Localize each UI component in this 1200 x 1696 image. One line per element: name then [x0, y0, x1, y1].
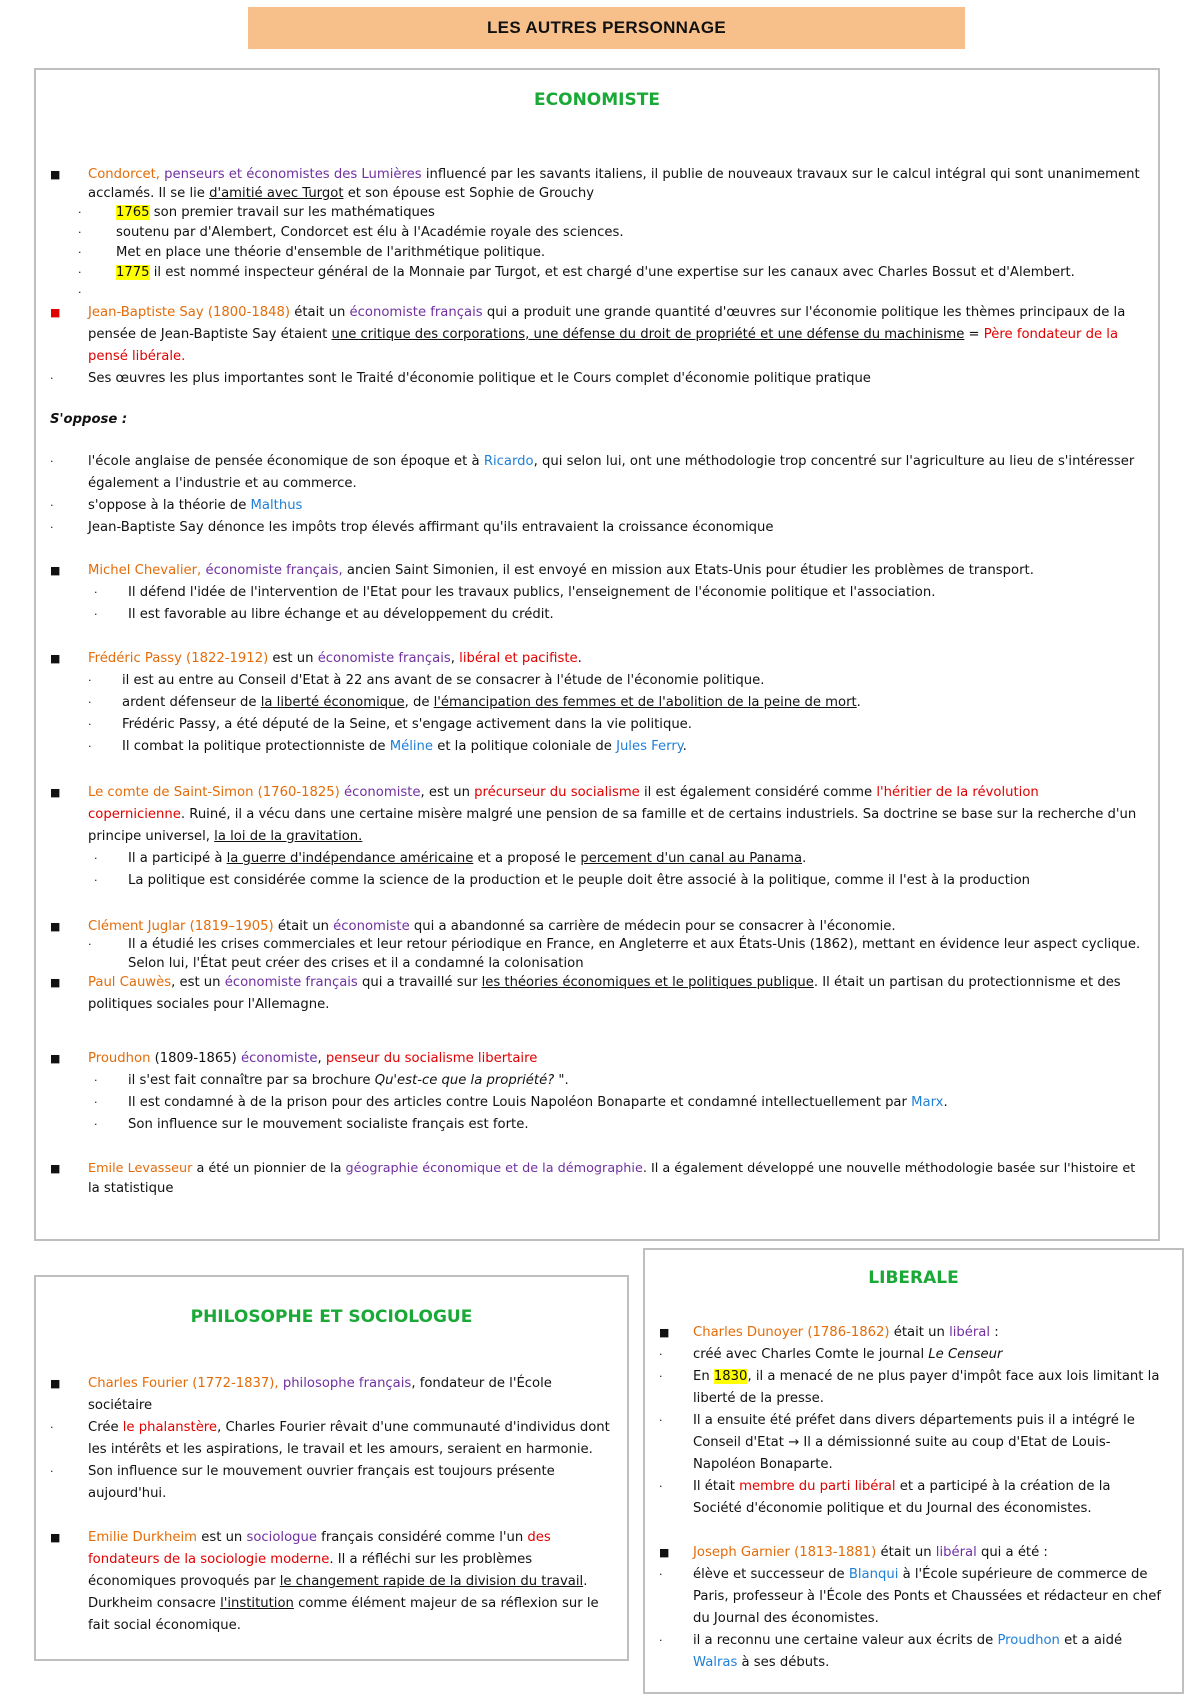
underlined-text: d'amitié avec Turgot	[209, 186, 344, 201]
text: ".	[554, 1073, 569, 1088]
text-line	[88, 829, 362, 845]
text: ,	[317, 1051, 326, 1066]
text-line: Conseil d'Etat → Il a démissionné suite au coup d'Etat de Louis-	[693, 1435, 1111, 1450]
text-line: aujourd'hui.	[88, 1486, 167, 1501]
text: Crée	[88, 1420, 123, 1435]
liberale-section	[643, 1248, 1184, 1694]
text: . Il était un partisan du protectionnisme et des	[813, 975, 1121, 990]
entry-garnier	[693, 1545, 1048, 1561]
entry-fourier	[88, 1376, 552, 1392]
linked-name: Malthus	[250, 498, 303, 513]
text-line: Il a ensuite été préfet dans divers départements puis il a intégré le	[693, 1413, 1135, 1428]
dot-bullet-icon: ·	[78, 226, 82, 239]
text-line	[693, 1567, 1147, 1583]
square-bullet-icon: ■	[50, 306, 61, 319]
text-line: Ses œuvres les plus importantes sont le Traité d'économie politique et le Cours complet d'économie politique pratique	[88, 371, 871, 386]
text: , fondateur de l'École	[411, 1376, 552, 1391]
text: qui a produit une grande quantité d'œuvres sur l'économie politique les thèmes principaux de la	[482, 305, 1126, 320]
underlined-text: le changement rapide de la division du travail	[279, 1574, 584, 1589]
text: pensée de Jean-Baptiste Say étaient	[88, 327, 332, 342]
text-line: Selon lui, l'État peut créer des crises et il a condamné la colonisation	[128, 956, 584, 971]
square-bullet-icon: ■	[50, 1531, 61, 1544]
person-name: Frédéric Passy (1822-1912)	[88, 651, 269, 666]
text-line	[693, 1347, 1002, 1363]
text-line	[88, 498, 302, 514]
text-line: les intérêts et les aspirations, le travail et les amours, seraient en harmonie.	[88, 1442, 593, 1457]
linked-name: Méline	[389, 739, 434, 754]
person-name: Clément Juglar (1819–1905)	[88, 919, 274, 934]
person-name: Emilie Durkheim	[88, 1530, 198, 1545]
text: son premier travail sur les mathématiques	[149, 205, 435, 220]
philosophe-section	[34, 1275, 629, 1661]
text-line	[88, 327, 1118, 343]
text: Il combat la politique protectionniste de	[122, 739, 390, 754]
text-line: Il est favorable au libre échange et au développement du crédit.	[128, 607, 554, 622]
dot-bullet-icon: ·	[50, 1465, 54, 1478]
text: Il est condamné à de la prison pour des articles contre Louis Napoléon Bonaparte et condamné intellectuellement par	[128, 1095, 912, 1110]
dot-bullet-icon: ·	[94, 608, 98, 621]
entry-saint-simon	[88, 785, 1039, 801]
text-line	[693, 1633, 1122, 1649]
text-line	[88, 1596, 599, 1612]
text-line: Frédéric Passy, a été député de la Seine, et s'engage activement dans la vie politique.	[122, 717, 692, 732]
dot-bullet-icon: ·	[50, 521, 54, 534]
entry-durkheim	[88, 1530, 551, 1546]
emphasis-text: Père fondateur de la	[983, 327, 1119, 342]
text-line: Jean-Baptiste Say dénonce les impôts trop élevés affirmant qu'ils entravaient la croissance économique	[88, 520, 774, 535]
text-line	[116, 265, 1075, 281]
dot-bullet-icon: ·	[659, 1634, 663, 1647]
text: et a proposé le	[473, 851, 581, 866]
person-name: Michel Chevalier,	[88, 563, 202, 578]
person-role: géographie économique et de la démographie	[345, 1161, 643, 1176]
entry-dunoyer	[693, 1325, 999, 1341]
person-name: Emile Levasseur	[88, 1161, 193, 1176]
highlighted-year: 1765	[116, 205, 150, 220]
text: créé avec Charles Comte le journal	[693, 1347, 929, 1362]
text: qui a abandonné sa carrière de médecin pour se consacrer à l'économie.	[409, 919, 896, 934]
text-line	[122, 739, 687, 755]
dot-bullet-icon: ·	[88, 938, 92, 951]
square-bullet-icon: ■	[50, 1162, 61, 1175]
text-line: Met en place une théorie d'ensemble de l'arithmétique politique.	[116, 245, 546, 260]
emphasis-text: membre du parti libéral	[739, 1479, 896, 1494]
highlighted-year: 1830	[713, 1369, 748, 1384]
square-bullet-icon: ■	[50, 920, 61, 933]
dot-bullet-icon: ·	[94, 874, 98, 887]
linked-name: Proudhon	[997, 1633, 1060, 1648]
text-line: du Journal des économistes.	[693, 1611, 879, 1626]
text: .	[583, 1574, 588, 1589]
text: était un	[273, 919, 334, 934]
text-line: également a l'industrie et au commerce.	[88, 476, 357, 491]
text: , il a menacé de ne plus payer d'impôt face aux lois limitant la	[747, 1369, 1160, 1384]
emphasis-text: copernicienne	[88, 807, 181, 822]
text-line	[88, 186, 594, 202]
linked-name: Blanqui	[848, 1567, 899, 1582]
text: économiques provoqués par	[88, 1574, 280, 1589]
entry-proudhon	[88, 1051, 537, 1067]
text-line	[693, 1479, 1110, 1495]
dot-bullet-icon: ·	[50, 1421, 54, 1434]
dot-bullet-icon: ·	[50, 455, 54, 468]
person-role: économiste	[339, 785, 421, 800]
underlined-text: une critique des corporations, une défense du droit de propriété et une défense du machinisme	[331, 327, 965, 342]
text: .	[802, 851, 807, 866]
text: En	[693, 1369, 714, 1384]
underlined-text: les théories économiques et le politiques publique	[481, 975, 814, 990]
emphasis-text: précurseur du socialisme	[474, 785, 640, 800]
text-line	[122, 695, 861, 711]
text-line: sociétaire	[88, 1398, 153, 1413]
square-bullet-icon: ■	[50, 168, 61, 181]
text: et son épouse est Sophie de Grouchy	[343, 186, 595, 201]
text: Il était	[693, 1479, 740, 1494]
text: était un	[290, 305, 350, 320]
dot-bullet-icon: ·	[78, 246, 82, 259]
linked-name: Ricardo	[483, 454, 534, 469]
square-bullet-icon: ■	[50, 564, 61, 577]
person-role: libéral	[935, 1545, 977, 1560]
emphasis-text: libéral et pacifiste	[459, 651, 578, 666]
person-role: économiste français,	[205, 563, 343, 578]
square-bullet-icon: ■	[50, 652, 61, 665]
person-name: Charles Dunoyer (1786-1862)	[693, 1325, 890, 1340]
linked-name: Marx	[911, 1095, 944, 1110]
person-name: Paul Cauwès	[88, 975, 172, 990]
underlined-text: l'institution	[220, 1596, 294, 1611]
underlined-text: la loi de la gravitation.	[214, 829, 363, 844]
text: s'oppose à la théorie de	[88, 498, 251, 513]
square-bullet-icon: ■	[50, 976, 61, 989]
section-title-economiste: ECONOMISTE	[534, 90, 660, 110]
square-bullet-icon: ■	[50, 1052, 61, 1065]
italic-title: Le Censeur	[928, 1347, 1003, 1362]
underlined-text: la guerre d'indépendance américaine	[226, 851, 474, 866]
text: . Ruiné, il a vécu dans une certaine misère malgré une pension de sa famille et de certains industriels. Sa doctrine se base sur la recherche d'un	[180, 807, 1137, 822]
text: il s'est fait connaître par sa brochure	[128, 1073, 375, 1088]
text-line	[128, 1095, 948, 1111]
text-line	[693, 1655, 829, 1671]
text: (1809-1865)	[150, 1051, 241, 1066]
dot-bullet-icon: ·	[78, 206, 82, 219]
square-bullet-icon: ■	[659, 1546, 670, 1559]
linked-name: Walras	[693, 1655, 738, 1670]
section-title-philosophe: PHILOSOPHE ET SOCIOLOGUE	[190, 1307, 473, 1327]
dot-bullet-icon: ·	[78, 266, 82, 279]
text: .	[856, 695, 861, 710]
emphasis-text: fondateurs de la sociologie moderne	[88, 1552, 330, 1567]
person-role: économiste	[333, 919, 410, 934]
emphasis-text: l'héritier de la révolution	[876, 785, 1039, 800]
person-name: Joseph Garnier (1813-1881)	[693, 1545, 877, 1560]
person-role: économiste français	[349, 305, 483, 320]
dot-bullet-icon: ·	[94, 586, 98, 599]
text: ancien Saint Simonien, il est envoyé en mission aux Etats-Unis pour étudier les problèmes de transport.	[342, 563, 1034, 578]
text-line	[693, 1369, 1159, 1385]
dot-bullet-icon: ·	[659, 1348, 663, 1361]
underlined-text: la liberté économique	[260, 695, 405, 710]
linked-name: Jules Ferry	[616, 739, 683, 754]
emphasis-text: pensé libérale.	[88, 349, 186, 364]
emphasis-text: penseur du socialisme libertaire	[325, 1051, 538, 1066]
dot-bullet-icon: ·	[88, 696, 92, 709]
section-title-liberale: LIBERALE	[868, 1268, 959, 1288]
square-bullet-icon: ■	[50, 786, 61, 799]
person-name: Le comte de Saint-Simon (1760-1825)	[88, 785, 340, 800]
person-role: libéral	[949, 1325, 991, 1340]
dot-bullet-icon: ·	[88, 674, 92, 687]
text-line: liberté de la presse.	[693, 1391, 824, 1406]
person-name: Jean-Baptiste Say (1800-1848)	[88, 305, 291, 320]
text: , Charles Fourier rêvait d'une communauté d'individus dont	[217, 1420, 610, 1435]
person-name: Condorcet,	[88, 167, 160, 182]
text-line	[128, 1073, 569, 1089]
text: a été un pionnier de la	[192, 1161, 346, 1176]
text-line	[88, 454, 1134, 470]
text: influencé par les savants italiens, il publie de nouveaux travaux sur le calcul intégral qui sont unanimement	[421, 167, 1140, 182]
text-line: La politique est considérée comme la science de la production et le peuple doit être associé à la politique, comme il l'est à la production	[128, 873, 1030, 888]
entry-juglar	[88, 919, 896, 935]
text-line: la statistique	[88, 1181, 174, 1196]
text-line	[88, 1552, 532, 1568]
entry-cauwes	[88, 975, 1121, 991]
text: ,	[450, 651, 460, 666]
entry-condorcet	[88, 167, 1140, 183]
text: l'école anglaise de pensée économique de son époque et à	[88, 454, 484, 469]
text-line: Il défend l'idée de l'intervention de l'Etat pour les travaux publics, l'enseignement de l'économie politique et l'association.	[128, 585, 936, 600]
dot-bullet-icon: ·	[94, 1096, 98, 1109]
square-bullet-icon: ■	[659, 1326, 670, 1339]
text-line: fait social économique.	[88, 1618, 241, 1633]
person-role: sociologue	[246, 1530, 317, 1545]
text: qui a travaillé sur	[357, 975, 482, 990]
dot-bullet-icon: ·	[78, 286, 82, 299]
text: ardent défenseur de	[122, 695, 261, 710]
emphasis-text: des	[527, 1530, 551, 1545]
text-line: Paris, professeur à l'École des Ponts et Chaussées et rédacteur en chef	[693, 1589, 1162, 1604]
subheading-oppose: S'oppose :	[50, 412, 128, 427]
text-line: Société d'économie politique et du Journal des économistes.	[693, 1501, 1092, 1516]
text: , qui selon lui, ont une méthodologie trop concentré sur l'agriculture au lieu de s'intéresser	[533, 454, 1135, 469]
dot-bullet-icon: ·	[50, 372, 54, 385]
entry-passy	[88, 651, 582, 667]
text: il a reconnu une certaine valeur aux écrits de	[693, 1633, 998, 1648]
text: à ses débuts.	[737, 1655, 830, 1670]
text-line	[88, 1420, 610, 1436]
text: . Il a également développé une nouvelle méthodologie basée sur l'histoire et	[642, 1161, 1136, 1176]
text: comme élément majeur de sa réflexion sur le	[293, 1596, 599, 1611]
text: :	[990, 1325, 999, 1340]
text: , est un	[420, 785, 475, 800]
person-name: Proudhon	[88, 1051, 151, 1066]
text-line: Napoléon Bonaparte.	[693, 1457, 833, 1472]
text: est un	[197, 1530, 247, 1545]
text: , de	[404, 695, 434, 710]
text: qui a été :	[976, 1545, 1048, 1560]
entry-levasseur	[88, 1161, 1135, 1177]
dot-bullet-icon: ·	[94, 1118, 98, 1131]
text: .	[577, 651, 582, 666]
person-role: philosophe français	[278, 1376, 412, 1391]
text: et la politique coloniale de	[433, 739, 617, 754]
italic-title: Qu'est-ce que la propriété?	[374, 1073, 555, 1088]
entry-chevalier	[88, 563, 1034, 579]
text: est un	[268, 651, 318, 666]
dot-bullet-icon: ·	[88, 740, 92, 753]
text-line: soutenu par d'Alembert, Condorcet est élu à l'Académie royale des sciences.	[116, 225, 624, 240]
text: Durkheim consacre	[88, 1596, 221, 1611]
text-line: Son influence sur le mouvement ouvrier français est toujours présente	[88, 1464, 555, 1479]
text: .	[943, 1095, 948, 1110]
text-line	[88, 1574, 587, 1590]
text: , est un	[171, 975, 225, 990]
entry-say	[88, 305, 1125, 321]
dot-bullet-icon: ·	[88, 718, 92, 731]
underlined-text: percement d'un canal au Panama	[580, 851, 803, 866]
text: français considéré comme l'un	[316, 1530, 528, 1545]
dot-bullet-icon: ·	[659, 1480, 663, 1493]
dot-bullet-icon: ·	[659, 1568, 663, 1581]
dot-bullet-icon: ·	[659, 1414, 663, 1427]
text: il est nommé inspecteur général de la Monnaie par Turgot, et est chargé d'une expertise sur les canaux avec Charles Bossut et d'Alembert.	[149, 265, 1075, 280]
dot-bullet-icon: ·	[94, 852, 98, 865]
text: était un	[889, 1325, 950, 1340]
person-role: économiste français	[224, 975, 358, 990]
underlined-text: l'émancipation des femmes et de l'abolition de la peine de mort	[433, 695, 857, 710]
economiste-section	[34, 68, 1160, 1241]
square-bullet-icon: ■	[50, 1377, 61, 1390]
dot-bullet-icon: ·	[50, 499, 54, 512]
text: il est également considéré comme	[639, 785, 877, 800]
person-role: économiste	[241, 1051, 318, 1066]
text: à l'École supérieure de commerce de	[898, 1567, 1148, 1582]
text: =	[964, 327, 984, 342]
text-line	[88, 807, 1136, 823]
text: et a aidé	[1059, 1633, 1123, 1648]
text-line: Son influence sur le mouvement socialiste français est forte.	[128, 1117, 529, 1132]
text-line: Il a étudié les crises commerciales et leur retour périodique en France, en Angleterre et aux États-Unis (1862), mettant en évidence leur aspect cyclique.	[128, 937, 1141, 952]
person-role: économiste français	[317, 651, 451, 666]
text: .	[682, 739, 687, 754]
text-line: il est au entre au Conseil d'Etat à 22 ans avant de se consacrer à l'étude de l'économie politique.	[122, 673, 765, 688]
page-title: LES AUTRES PERSONNAGE	[248, 7, 965, 49]
dot-bullet-icon: ·	[659, 1370, 663, 1383]
text: . Il a réfléchi sur les problèmes	[329, 1552, 533, 1567]
text: et a participé à la création de la	[895, 1479, 1111, 1494]
emphasis-text: le phalanstère	[122, 1420, 218, 1435]
text-line	[128, 851, 806, 867]
dot-bullet-icon: ·	[94, 1074, 98, 1087]
text-line	[116, 205, 435, 221]
text: acclamés. Il se lie	[88, 186, 210, 201]
text-line: politiques sociales pour l'Allemagne.	[88, 997, 330, 1012]
text: était un	[876, 1545, 936, 1560]
highlighted-year: 1775	[116, 265, 150, 280]
person-role: penseurs et économistes des Lumières	[164, 167, 422, 182]
person-name: Charles Fourier (1772-1837),	[88, 1376, 279, 1391]
text: Il a participé à	[128, 851, 227, 866]
text: principe universel,	[88, 829, 215, 844]
text: élève et successeur de	[693, 1567, 849, 1582]
